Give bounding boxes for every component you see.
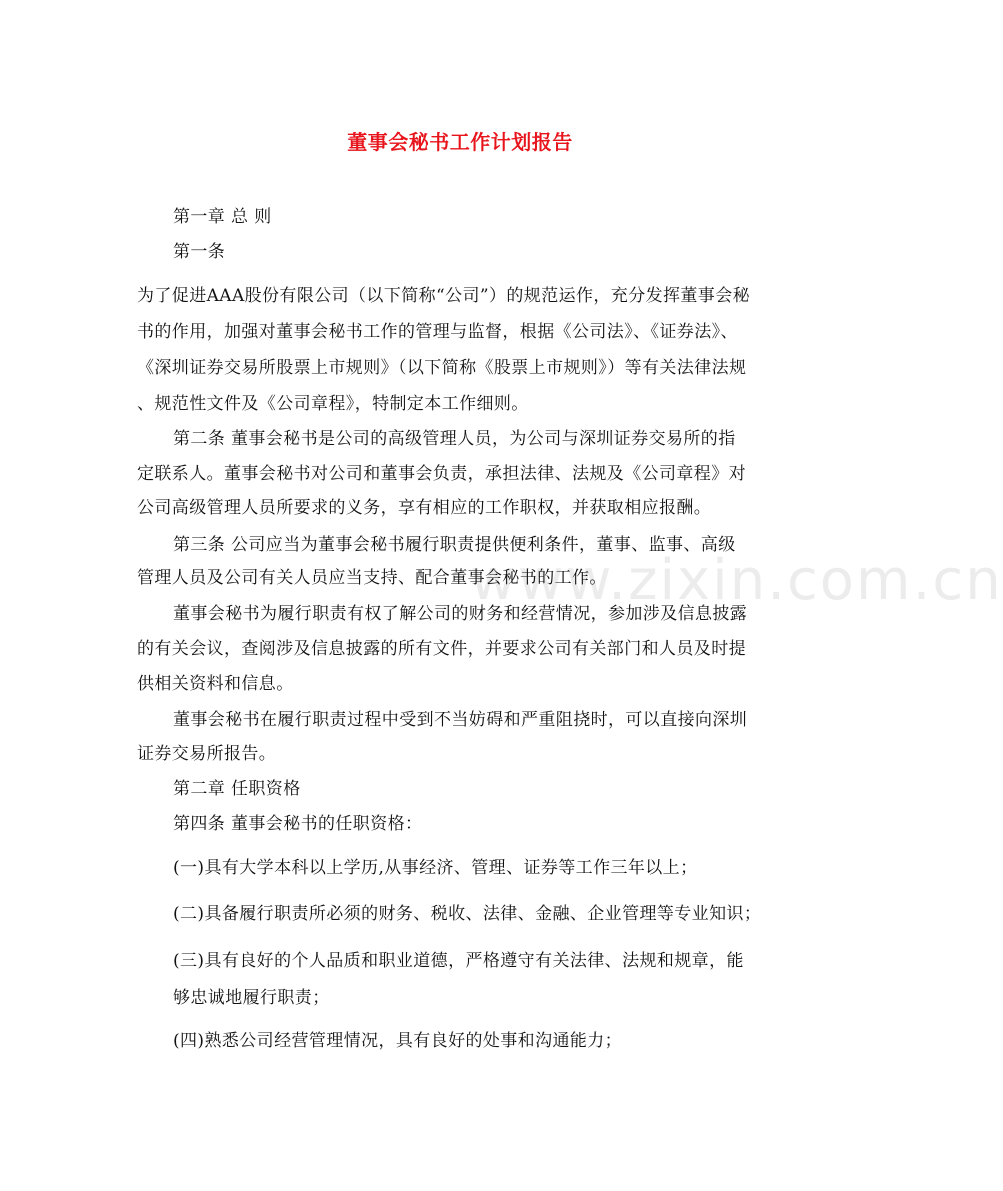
paragraph-line: 、规范性文件及《公司章程》，特制定本工作细则。 <box>137 394 529 414</box>
paragraph-line: 书的作用，加强对董事会秘书工作的管理与监督，根据《公司法》、《证券法》、 <box>137 322 738 342</box>
chapter-heading: 第二章 任职资格 <box>173 779 301 799</box>
list-item: (三)具有良好的个人品质和职业道德，严格遵守有关法律、法规和规章，能 <box>173 951 744 971</box>
article-heading: 第四条 董事会秘书的任职资格： <box>173 814 423 834</box>
paragraph-line: 证券交易所报告。 <box>137 744 277 764</box>
paragraph-line: 定联系人。董事会秘书对公司和董事会负责，承担法律、法规及《公司章程》对 <box>137 464 746 484</box>
paragraph-line: 的有关会议，查阅涉及信息披露的所有文件，并要求公司有关部门和人员及时提 <box>137 639 746 659</box>
list-item-continuation: 够忠诚地履行职责； <box>173 988 330 1008</box>
chapter-heading: 第一章 总 则 <box>173 207 272 227</box>
list-item: (四)熟悉公司经营管理情况，具有良好的处事和沟通能力； <box>173 1031 623 1051</box>
paragraph-line: 公司高级管理人员所要求的义务，享有相应的工作职权，并获取相应报酬。 <box>137 498 712 518</box>
paragraph-line: 第三条 公司应当为董事会秘书履行职责提供便利条件，董事、监事、高级 <box>173 535 736 555</box>
paragraph-line: 第二条 董事会秘书是公司的高级管理人员，为公司与深圳证券交易所的指 <box>173 429 736 449</box>
document-title: 董事会秘书工作计划报告 <box>347 130 573 154</box>
list-item: (一)具有大学本科以上学历,从事经济、管理、证券等工作三年以上； <box>173 858 698 878</box>
list-item: (二)具备履行职责所必须的财务、税收、法律、金融、企业管理等专业知识； <box>173 904 762 924</box>
paragraph-line: 管理人员及公司有关人员应当支持、配合董事会秘书的工作。 <box>137 568 607 588</box>
paragraph-line: 董事会秘书在履行职责过程中受到不当妨碍和严重阻挠时，可以直接向深圳 <box>173 710 748 730</box>
article-heading: 第一条 <box>173 242 226 262</box>
paragraph-line: 董事会秘书为履行职责有权了解公司的财务和经营情况，参加涉及信息披露 <box>173 604 748 624</box>
paragraph-line: 供相关资料和信息。 <box>137 674 294 694</box>
paragraph-line: 《深圳证券交易所股票上市规则》（以下简称《股票上市规则》）等有关法律法规 <box>137 358 747 378</box>
paragraph-line: 为了促进AAA股份有限公司（以下简称“公司”）的规范运作，充分发挥董事会秘 <box>137 286 751 306</box>
watermark: www.zixin.com.cn <box>470 548 1003 613</box>
